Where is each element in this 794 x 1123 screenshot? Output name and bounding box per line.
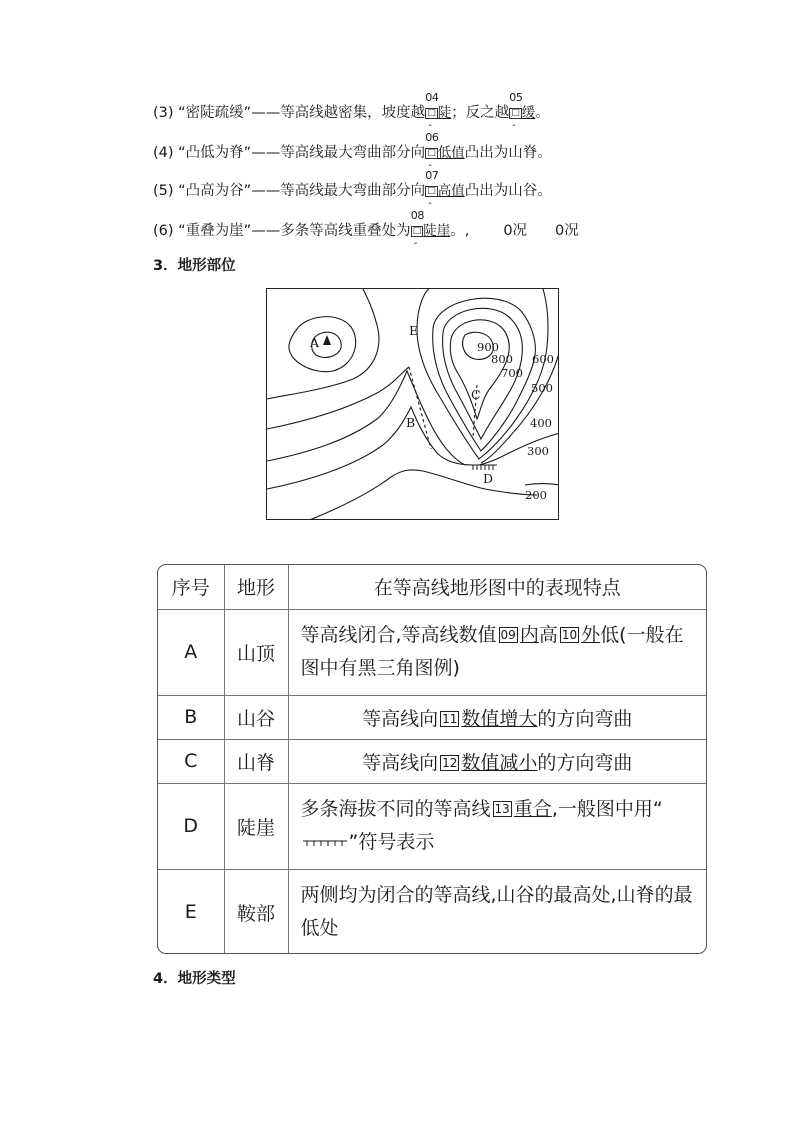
mark-number: 08 [410,209,425,222]
mark-box: □ [511,108,520,118]
contour-line [267,367,409,429]
mark-dash: - [428,160,432,171]
feature-text: 低(一般在图中有黑三角图例) [300,624,684,679]
answer-text: 数值减小 [461,751,538,774]
mark-box: □ [427,108,436,118]
contour-line [307,470,537,520]
row-feature [288,739,706,783]
contour-label-900: 900 [477,340,499,354]
mark-box: □ [412,226,422,236]
contour-map-svg [267,289,559,520]
contour-map [266,288,559,520]
contour-line [525,484,559,486]
mark-box: □ [427,148,436,158]
point-label-d: D [483,471,494,486]
feature-text: 的方向弯曲 [537,707,633,730]
table-row [158,609,706,695]
row-terrain: 山顶 [224,609,288,695]
feature-text: 等高线向 [362,707,439,730]
rule-3-line [153,91,550,131]
terrain-table [157,564,707,954]
answer-mark-04 [425,91,452,131]
peak-triangle-icon [323,335,331,345]
rule-5-text: 等高线最大弯曲部分向 [280,183,426,199]
mark-box: □ [427,186,436,196]
rule-3-title: (3) “密陡疏缓” [153,105,252,121]
point-label-e: E [409,323,419,338]
contour-label-300: 300 [527,444,549,458]
answer-text: 陡 [437,105,452,121]
point-label-c: C [471,387,481,402]
row-id: E [158,869,224,954]
rule-3-mid: ；反之越 [451,105,510,121]
feature-text: 多条海拔不同的等高线 [300,798,491,820]
header-feature: 在等高线地形图中的表现特点 [288,565,706,609]
row-feature [288,695,706,739]
point-label-a: A [310,335,320,350]
answer-text: 陡崖 [423,223,451,239]
row-id: B [158,695,224,739]
rule-4-line [153,131,552,171]
feature-text: 高 [538,624,558,646]
answer-mark-08 [410,209,451,249]
contour-line [417,289,548,459]
answer-mark-13: 13 [494,802,510,816]
mark-dash: - [512,120,516,131]
row-feature: 两侧均为闭合的等高线,山谷的最高处,山脊的最低处 [288,869,706,954]
table-row [158,695,706,739]
rule-6-title: (6) “重叠为崖” [153,223,252,239]
rule-4-text: 等高线最大弯曲部分向 [280,145,426,161]
feature-text: ,一般图中用“ [551,798,663,820]
rule-6-text: 多条等高线重叠处为 [280,223,411,239]
rule-3-text: 等高线越密集，坡度越 [280,105,426,121]
row-terrain: 山谷 [224,695,288,739]
row-feature [288,783,706,869]
feature-text: 等高线向 [362,751,439,774]
contour-label-400: 400 [530,416,552,430]
mark-number: 05 [509,91,523,104]
answer-text: 外 [581,624,601,646]
answer-mark-07 [425,169,465,209]
answer-mark-09: 09 [500,628,516,642]
stray-text-2: 0况 [555,223,579,239]
answer-mark-12: 12 [442,755,458,770]
feature-text: 的方向弯曲 [537,751,633,774]
answer-text: 低值 [437,145,465,161]
dash: —— [251,145,281,161]
answer-mark-05 [509,91,536,131]
cliff-ticks [473,465,493,470]
rule-4-title: (4) “凸低为脊” [153,145,252,161]
contour-label-500: 500 [531,381,553,395]
answer-text: 缓 [521,105,536,121]
rule-6-line [153,209,579,249]
point-label-b: B [406,415,416,430]
feature-text: ”符号表示 [348,831,435,853]
row-id: C [158,739,224,783]
mark-number: 06 [425,131,439,144]
row-terrain: 鞍部 [224,869,288,954]
cliff-symbol-icon [301,837,349,847]
answer-text: 高值 [437,183,465,199]
contour-label-600: 600 [532,352,554,366]
answer-mark-06 [425,131,465,171]
dash: —— [251,105,281,121]
valley-axis-dashed [409,367,431,449]
row-id: A [158,609,224,695]
section-3-title: 3．地形部位 [153,258,236,274]
header-id: 序号 [158,565,224,609]
table-row [158,783,706,869]
mark-dash: - [428,120,432,131]
dash: —— [251,223,281,239]
rule-4-end: 凸出为山脊。 [464,145,552,161]
rule-5-end: 凸出为山谷。 [464,183,552,199]
rule-5-title: (5) “凸高为谷” [153,183,252,199]
stray-text-1: 0况 [503,223,528,239]
dash: —— [251,183,281,199]
row-id: D [158,783,224,869]
answer-text: 数值增大 [461,707,538,730]
table-row [158,869,706,954]
answer-text: 重合 [513,798,552,820]
table-row [158,739,706,783]
feature-text: 等高线闭合,等高线数值 [300,624,497,646]
row-feature [288,609,706,695]
header-terrain: 地形 [224,565,288,609]
section-4-title: 4．地形类型 [153,971,236,987]
answer-mark-11: 11 [442,711,458,726]
contour-label-200: 200 [525,488,547,502]
answer-text: 内 [519,624,539,646]
row-terrain: 陡崖 [224,783,288,869]
mark-dash: - [413,238,418,249]
contour-line [267,289,379,399]
contour-label-800: 800 [491,352,513,366]
rule-6-end: 。, [450,223,470,239]
table-header-row [158,565,706,609]
rule-5-line [153,169,552,209]
mark-dash: - [428,198,432,209]
terrain-table-grid [158,565,706,954]
contour-label-700: 700 [501,366,523,380]
mark-number: 07 [425,169,439,182]
mark-number: 04 [425,91,439,104]
answer-mark-10: 10 [561,628,578,642]
contour-line [289,317,356,372]
rule-3-end: 。 [535,105,550,121]
row-terrain: 山脊 [224,739,288,783]
